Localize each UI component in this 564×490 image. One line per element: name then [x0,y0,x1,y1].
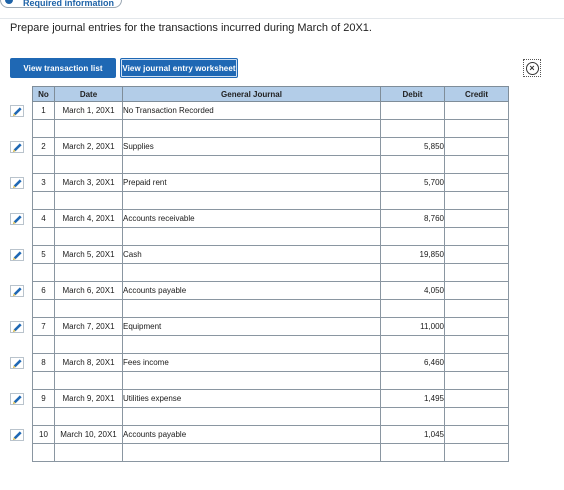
entry-debit-cell[interactable]: 8,760 [381,210,445,228]
entry-account-cell[interactable]: Cash [123,246,381,264]
empty-cell [55,336,123,354]
edit-entry-pencil-icon[interactable] [10,105,24,117]
required-information-label: Required information [23,0,115,8]
empty-cell [33,192,55,210]
close-button[interactable] [523,59,541,77]
entry-date-cell: March 2, 20X1 [55,138,123,156]
entry-no-cell: 6 [33,282,55,300]
empty-cell[interactable] [123,444,381,462]
close-circle-icon: × [526,62,539,75]
empty-cell [33,120,55,138]
empty-cell [55,444,123,462]
empty-cell[interactable] [381,444,445,462]
empty-cell [55,156,123,174]
empty-cell[interactable] [381,336,445,354]
empty-cell [33,228,55,246]
edit-entry-pencil-icon[interactable] [10,249,24,261]
view-transaction-list-button[interactable]: View transaction list [10,58,116,78]
empty-cell[interactable] [123,300,381,318]
entry-account-cell[interactable]: Prepaid rent [123,174,381,192]
empty-cell [33,372,55,390]
table-row [33,138,509,156]
empty-cell[interactable] [123,372,381,390]
column-header-credit: Credit [445,87,509,102]
entry-date-cell: March 4, 20X1 [55,210,123,228]
edit-entry-pencil-icon[interactable] [10,357,24,369]
entry-debit-cell[interactable]: 5,850 [381,138,445,156]
entry-account-cell[interactable]: Accounts payable [123,426,381,444]
empty-cell [55,408,123,426]
entry-no-cell: 9 [33,390,55,408]
empty-cell[interactable] [445,336,509,354]
column-header-date: Date [55,87,123,102]
entry-credit-cell[interactable] [445,354,509,372]
edit-entry-pencil-icon[interactable] [10,213,24,225]
entry-debit-cell[interactable]: 1,495 [381,390,445,408]
table-spacer-row [33,156,509,174]
entry-date-cell: March 5, 20X1 [55,246,123,264]
empty-cell[interactable] [381,408,445,426]
entry-debit-cell[interactable]: 11,000 [381,318,445,336]
entry-account-cell[interactable]: Supplies [123,138,381,156]
entry-account-cell[interactable]: Equipment [123,318,381,336]
entry-account-cell[interactable]: Fees income [123,354,381,372]
entry-date-cell: March 7, 20X1 [55,318,123,336]
empty-cell [55,300,123,318]
empty-cell[interactable] [381,156,445,174]
entry-debit-cell[interactable]: 5,700 [381,174,445,192]
table-spacer-row [33,444,509,462]
empty-cell[interactable] [381,192,445,210]
empty-cell[interactable] [123,264,381,282]
entry-credit-cell[interactable] [445,246,509,264]
entry-credit-cell[interactable] [445,282,509,300]
table-spacer-row [33,120,509,138]
empty-cell [55,120,123,138]
empty-cell [33,408,55,426]
table-spacer-row [33,336,509,354]
entry-credit-cell[interactable] [445,138,509,156]
empty-cell[interactable] [381,372,445,390]
table-header-row [33,87,509,102]
column-header-general-journal: General Journal [123,87,381,102]
entry-no-cell: 1 [33,102,55,120]
edit-entry-pencil-icon[interactable] [10,321,24,333]
entry-debit-cell[interactable] [381,102,445,120]
entry-no-cell: 7 [33,318,55,336]
empty-cell [33,156,55,174]
journal-table [32,86,509,462]
empty-cell [55,228,123,246]
empty-cell[interactable] [123,156,381,174]
column-header-no: No [33,87,55,102]
empty-cell[interactable] [381,264,445,282]
entry-account-cell[interactable]: Accounts payable [123,282,381,300]
empty-cell [55,264,123,282]
table-row [33,354,509,372]
column-header-debit: Debit [381,87,445,102]
entry-no-cell: 5 [33,246,55,264]
empty-cell[interactable] [445,372,509,390]
entry-date-cell: March 9, 20X1 [55,390,123,408]
entry-debit-cell[interactable]: 4,050 [381,282,445,300]
entry-debit-cell[interactable]: 6,460 [381,354,445,372]
empty-cell[interactable] [123,408,381,426]
table-row [33,390,509,408]
edit-entry-pencil-icon[interactable] [10,141,24,153]
instruction-text: Prepare journal entries for the transactions incurred during March of 20X1. [10,22,372,34]
empty-cell[interactable] [123,228,381,246]
entry-no-cell: 3 [33,174,55,192]
empty-cell[interactable] [445,408,509,426]
entry-date-cell: March 6, 20X1 [55,282,123,300]
table-row [33,318,509,336]
entry-credit-cell[interactable] [445,426,509,444]
entry-date-cell: March 1, 20X1 [55,102,123,120]
table-spacer-row [33,228,509,246]
entry-account-cell[interactable]: Utilities expense [123,390,381,408]
table-spacer-row [33,408,509,426]
table-row [33,426,509,444]
entry-account-cell[interactable]: No Transaction Recorded [123,102,381,120]
table-row [33,210,509,228]
entry-credit-cell[interactable] [445,210,509,228]
required-indicator-icon [5,0,13,4]
empty-cell [33,444,55,462]
divider [0,18,564,19]
empty-cell[interactable] [445,228,509,246]
empty-cell[interactable] [445,300,509,318]
entry-date-cell: March 8, 20X1 [55,354,123,372]
entry-account-cell[interactable]: Accounts receivable [123,210,381,228]
entry-debit-cell[interactable]: 1,045 [381,426,445,444]
entry-credit-cell[interactable] [445,390,509,408]
table-spacer-row [33,300,509,318]
entry-no-cell: 10 [33,426,55,444]
table-row [33,102,509,120]
empty-cell[interactable] [445,444,509,462]
entry-date-cell: March 10, 20X1 [55,426,123,444]
edit-entry-pencil-icon[interactable] [10,177,24,189]
edit-entry-pencil-icon[interactable] [10,285,24,297]
entry-date-cell: March 3, 20X1 [55,174,123,192]
edit-entry-pencil-icon[interactable] [10,393,24,405]
empty-cell[interactable] [381,300,445,318]
table-spacer-row [33,192,509,210]
entry-debit-cell[interactable]: 19,850 [381,246,445,264]
empty-cell[interactable] [445,264,509,282]
entry-credit-cell[interactable] [445,318,509,336]
entry-no-cell: 4 [33,210,55,228]
empty-cell[interactable] [123,336,381,354]
entry-no-cell: 8 [33,354,55,372]
empty-cell[interactable] [123,192,381,210]
empty-cell [55,372,123,390]
empty-cell[interactable] [445,156,509,174]
empty-cell[interactable] [445,120,509,138]
journal-body [33,102,509,462]
entry-credit-cell[interactable] [445,174,509,192]
edit-entry-pencil-icon[interactable] [10,429,24,441]
table-row [33,282,509,300]
empty-cell[interactable] [445,192,509,210]
entry-no-cell: 2 [33,138,55,156]
empty-cell[interactable] [123,120,381,138]
empty-cell[interactable] [381,228,445,246]
table-row [33,174,509,192]
empty-cell [33,336,55,354]
empty-cell [33,264,55,282]
entry-credit-cell[interactable] [445,102,509,120]
view-journal-worksheet-button[interactable]: View journal entry worksheet [120,58,238,78]
table-row [33,246,509,264]
table-spacer-row [33,264,509,282]
empty-cell [55,192,123,210]
empty-cell [33,300,55,318]
empty-cell[interactable] [381,120,445,138]
table-spacer-row [33,372,509,390]
required-information-tab[interactable] [0,0,122,8]
